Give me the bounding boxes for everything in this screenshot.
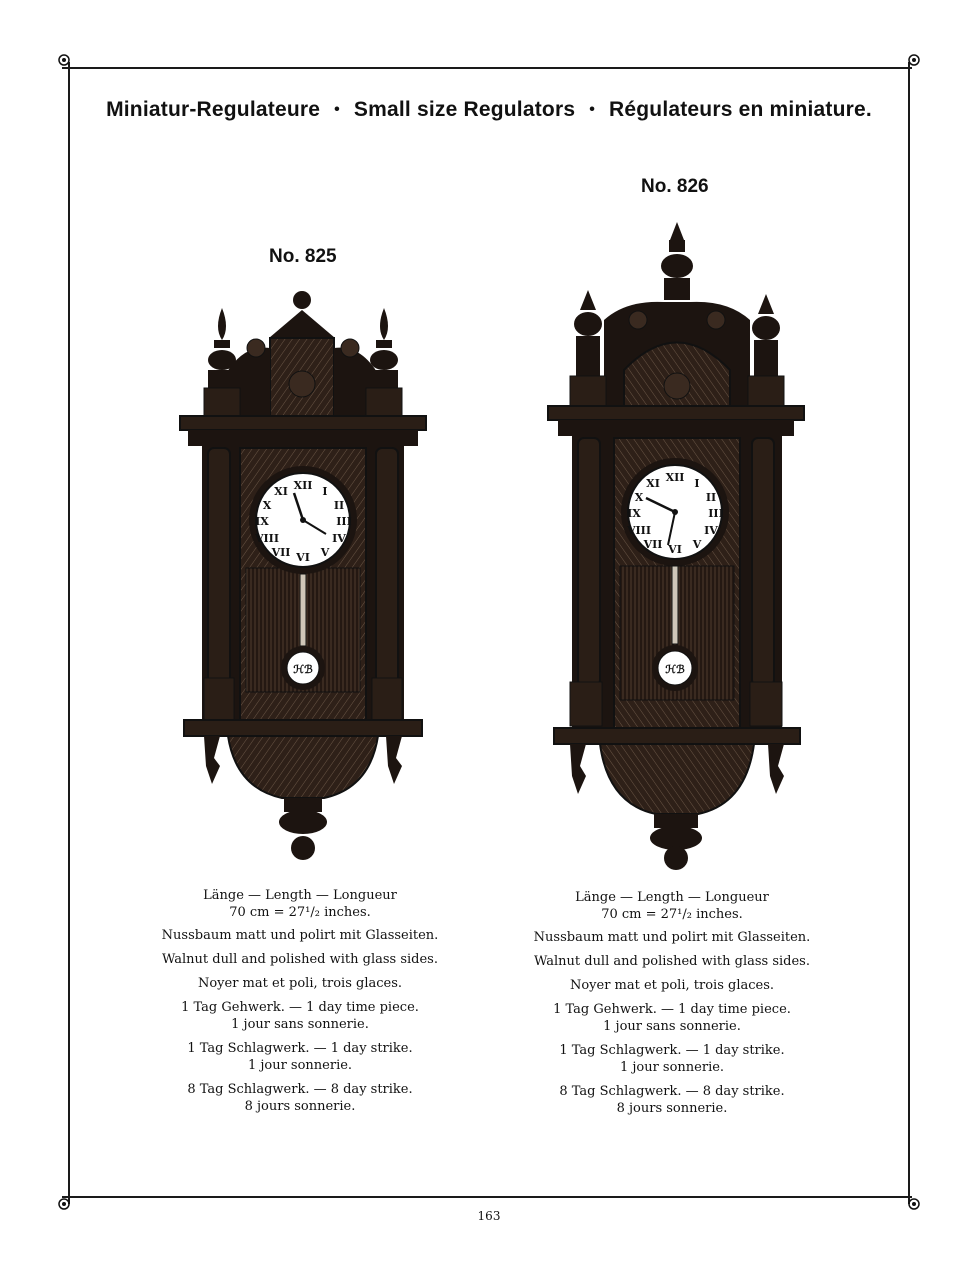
- clock-illustration-825: [174, 288, 432, 866]
- variant-1day-strike: 1 Tag Schlagwerk. — 1 day strike.: [187, 1041, 413, 1056]
- svg-text:IX: IX: [627, 507, 641, 520]
- svg-text:VII: VII: [643, 538, 663, 551]
- variant-1day-time-fr: 1 jour sans sonnerie.: [231, 1017, 369, 1032]
- model-number-826: No. 826: [641, 176, 709, 197]
- length-label: Länge — Length — Longueur: [575, 890, 769, 905]
- product-description-825: [130, 887, 470, 1122]
- svg-text:XI: XI: [646, 477, 660, 490]
- material-english: Walnut dull and polished with glass sides.: [162, 952, 438, 967]
- length-label: Länge — Length — Longueur: [203, 888, 397, 903]
- variant-1day-time: 1 Tag Gehwerk. — 1 day time piece.: [553, 1002, 791, 1017]
- svg-text:VIII: VIII: [627, 524, 651, 537]
- variant-1day-strike: 1 Tag Schlagwerk. — 1 day strike.: [559, 1043, 785, 1058]
- title-english: Small size Regulators: [353, 98, 576, 121]
- variant-8day-strike: 8 Tag Schlagwerk. — 8 day strike.: [559, 1084, 785, 1099]
- svg-text:IX: IX: [255, 515, 269, 528]
- svg-text:ℋℬ: ℋℬ: [665, 663, 685, 676]
- material-english: Walnut dull and polished with glass sides.: [534, 954, 810, 969]
- variant-1day-strike-fr: 1 jour sonnerie.: [247, 1058, 353, 1073]
- product-description-826: [502, 889, 842, 1124]
- material-french: Noyer mat et poli, trois glaces.: [569, 978, 775, 993]
- page-number: 163: [477, 1209, 501, 1223]
- frame-right-line: [908, 62, 910, 1204]
- title-separator: •: [589, 101, 596, 119]
- variant-8day-strike-fr: 8 jours sonnerie.: [244, 1099, 356, 1114]
- svg-text:V: V: [320, 546, 330, 559]
- svg-text:II: II: [705, 491, 717, 504]
- length-value: 70 cm = 27¹/₂ inches.: [601, 907, 743, 922]
- svg-text:XII: XII: [665, 471, 685, 484]
- frame-bottom-line: [62, 1196, 912, 1198]
- svg-text:VI: VI: [668, 543, 682, 556]
- svg-text:VII: VII: [271, 546, 291, 559]
- variant-1day-time-fr: 1 jour sans sonnerie.: [603, 1019, 741, 1034]
- material-german: Nussbaum matt und polirt mit Glasseiten.: [533, 930, 811, 945]
- variant-1day-strike-fr: 1 jour sonnerie.: [619, 1060, 725, 1075]
- corner-ornament-icon: [906, 52, 922, 68]
- clock-illustration-826: [546, 220, 808, 872]
- frame-left-line: [68, 62, 70, 1204]
- svg-text:V: V: [692, 538, 702, 551]
- svg-text:I: I: [322, 485, 328, 498]
- page-title: [70, 98, 908, 122]
- material-german: Nussbaum matt und polirt mit Glasseiten.: [161, 928, 439, 943]
- svg-text:III: III: [336, 515, 352, 528]
- model-number-825: No. 825: [269, 246, 337, 267]
- title-german: Miniatur-Regulateure: [106, 98, 321, 121]
- svg-text:IV: IV: [332, 532, 346, 545]
- svg-text:I: I: [694, 477, 700, 490]
- svg-text:X: X: [262, 499, 272, 512]
- variant-8day-strike-fr: 8 jours sonnerie.: [616, 1101, 728, 1116]
- svg-text:II: II: [333, 499, 345, 512]
- svg-text:XI: XI: [274, 485, 288, 498]
- svg-text:ℋℬ: ℋℬ: [293, 663, 313, 676]
- svg-text:IV: IV: [704, 524, 718, 537]
- length-value: 70 cm = 27¹/₂ inches.: [229, 905, 371, 920]
- svg-text:X: X: [634, 491, 644, 504]
- variant-8day-strike: 8 Tag Schlagwerk. — 8 day strike.: [187, 1082, 413, 1097]
- svg-text:XII: XII: [293, 479, 313, 492]
- corner-ornament-icon: [56, 52, 72, 68]
- svg-text:VI: VI: [296, 551, 310, 564]
- material-french: Noyer mat et poli, trois glaces.: [197, 976, 403, 991]
- title-separator: •: [334, 101, 340, 119]
- variant-1day-time: 1 Tag Gehwerk. — 1 day time piece.: [181, 1000, 419, 1015]
- frame-top-line: [62, 67, 912, 69]
- svg-text:III: III: [708, 507, 724, 520]
- title-french: Régulateurs en miniature.: [609, 98, 872, 121]
- svg-text:VIII: VIII: [255, 532, 279, 545]
